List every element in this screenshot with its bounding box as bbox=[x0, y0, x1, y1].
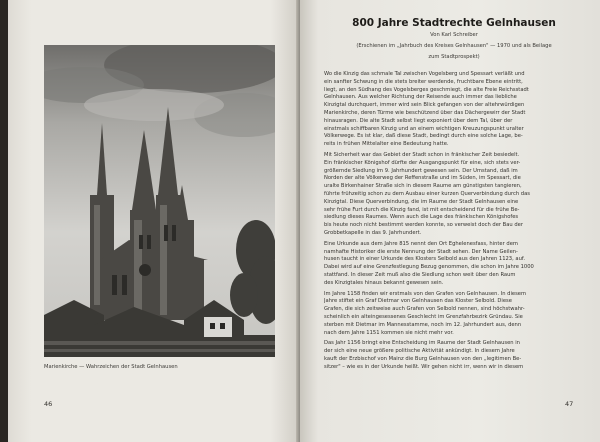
body-text-line: Im Jahre 1158 finden wir erstmals von den Grafen von Gelnhausen. In diesem bbox=[324, 290, 527, 297]
body-text-line: Norden der alte Völkerweg der Reffenstraße und im Süden, im Spessart, die bbox=[324, 175, 521, 182]
article-title: 800 Jahre Stadtrechte Gelnhausen bbox=[352, 17, 556, 29]
body-text-line: bis heute noch nicht bestimmt werden konnte, so verweist doch der Bau der bbox=[324, 222, 523, 229]
body-text-line: Kinzigtal durchquert, immer wird sein Blick gefangen von der altehrwürdigen bbox=[324, 102, 525, 109]
body-text-line: nach dem Jahre 1151 kommen sie nicht mehr vor. bbox=[324, 329, 454, 336]
body-text-line: Kinzigtal. Diese Querverbindung, die im Raume der Stadt Gelnhausen eine bbox=[324, 198, 519, 205]
body-text-line: scheinlich ein alteingesessenes Geschlecht im Grenzfahrbezirk Gründau. Sie bbox=[324, 313, 523, 320]
body-text-line: des Kinzigtales hinaus bekannt gewesen sein. bbox=[324, 279, 444, 286]
body-text-line: Ein fränkischer Königshof dürfte der Ausgangspunkt für eine, sich stets ver- bbox=[324, 159, 521, 166]
body-text-line: uralte Birkenhainer Straße sich in diesem Raume am günstigsten tangieren, bbox=[324, 183, 522, 190]
book-spread bbox=[8, 0, 596, 442]
body-text-line: Völkerwege. Es ist klar, daß diese Stadt, bedingt durch eine solche Lage, be- bbox=[324, 133, 523, 140]
body-text-line: reits in frühen Mittelalter eine Bedeutung hatte. bbox=[324, 141, 449, 148]
body-text-line: hinausragen. Die alte Stadt selbst liegt exponiert über dem Tal, über der bbox=[324, 117, 513, 124]
body-text-line: Dabei wird auf eine Grenzfestlegung Bezug genommen, die schon im Jahre 1000 bbox=[324, 264, 534, 271]
body-text-line: sterben mit Dietmar im Mannesstamme, noch im 12. Jahrhundert aus, denn bbox=[324, 321, 522, 328]
body-text-line: Mit Sicherheit war das Gebiet der Stadt schon in fränkischer Zeit besiedelt. bbox=[324, 151, 520, 158]
publication-note-line1: (Erschienen im „Jahrbuch des Kreises Gelnhausen" — 1970 und als Beilage bbox=[356, 43, 552, 49]
body-text-line: Das Jahr 1156 bringt eine Entscheidung im Raume der Stadt Gelnhausen in bbox=[324, 340, 520, 347]
body-text-line: Jahre stiftet ein Graf Dietmar von Gelnhausen das Kloster Selbold. Diese bbox=[324, 298, 512, 305]
body-text-line: führte frühzeitig schon zu dem Ausbau einer kurzen Querverbindung durch das bbox=[324, 190, 530, 197]
body-text-line: sitzer" – wie es in der Urkunde heißt. Wir gehen nicht irr, wenn wir in diesem bbox=[324, 363, 524, 370]
photo-caption: Marienkirche — Wahrzeichen der Stadt Gelnhausen bbox=[44, 364, 178, 370]
body-text-line: siedlung dieses Raumes. Wenn auch die Lage des fränkischen Königshofes bbox=[324, 214, 519, 221]
article-author: Von Karl Schreiber bbox=[430, 32, 478, 38]
body-text-line: namhafte Historiker die erste Nennung der Stadt sehen. Der Name Geilen- bbox=[324, 248, 518, 255]
body-text-line: Wo die Kinzig das schmale Tal zwischen Vogelsberg und Spessart verläßt und bbox=[324, 71, 525, 77]
body-text-line: Eine Urkunde aus dem Jahre 815 nennt den Ort Eghelenesfass, hinter dem bbox=[324, 240, 518, 247]
body-text-line: kauft der Erzbischof von Mainz die Burg Gelnhausen von den „legitimen Be- bbox=[324, 355, 522, 362]
body-text-line: einstmals schiffbaren Kinzig und an einem wichtigen Kreuzungspunkt uralter bbox=[324, 125, 524, 132]
page-number-right: 47 bbox=[565, 400, 574, 408]
body-text-line: sehr frühe Furt durch die Kinzig fand, ist mit entscheidend für die frühe Be- bbox=[324, 206, 520, 213]
body-text-line: der sich eine neue größere politische Aktivität ankündigt. In diesem Jahre bbox=[324, 348, 515, 355]
body-text-line: husen taucht in einer Urkunde des Klosters Selbold aus den Jahren 1123, auf. bbox=[324, 256, 525, 263]
church-photo bbox=[44, 45, 275, 357]
body-text-line: Grafen, die sich zeitweise auch Grafen von Selbold nennen, sind höchstwahr- bbox=[324, 306, 525, 313]
body-text-line: ein sanfter Schwung in die stets breiter werdende, fruchtbare Ebene eintritt, bbox=[324, 78, 523, 85]
body-text-line: liegt, an den Südhang des Vogelsberges geschmiegt, die alte Freie Reichsstadt bbox=[324, 86, 529, 93]
body-text-line: stattfand. In dieser Zeit muß also die Siedlung schon weit über den Raum bbox=[324, 271, 516, 278]
article-body bbox=[324, 71, 582, 371]
body-text-line: größernde Siedlung im 9. Jahrhundert gewesen sein. Der Umstand, daß im bbox=[324, 167, 518, 174]
publication-note-line2: zum Stadtprospekt) bbox=[428, 54, 480, 60]
body-text-line: Marienkirche, deren Türme wie beschützend über das Dächergewirr der Stadt bbox=[324, 109, 526, 116]
page-number-left: 46 bbox=[44, 400, 53, 408]
body-text-line: Gelnhausen. Aus welcher Richtung der Reisende auch immer das liebliche bbox=[324, 94, 517, 101]
marienkirche-image bbox=[44, 45, 275, 357]
body-text-line: Grobbetkapelle in das 9. Jahrhundert. bbox=[324, 229, 422, 236]
right-page bbox=[300, 0, 600, 442]
left-page bbox=[8, 0, 300, 442]
